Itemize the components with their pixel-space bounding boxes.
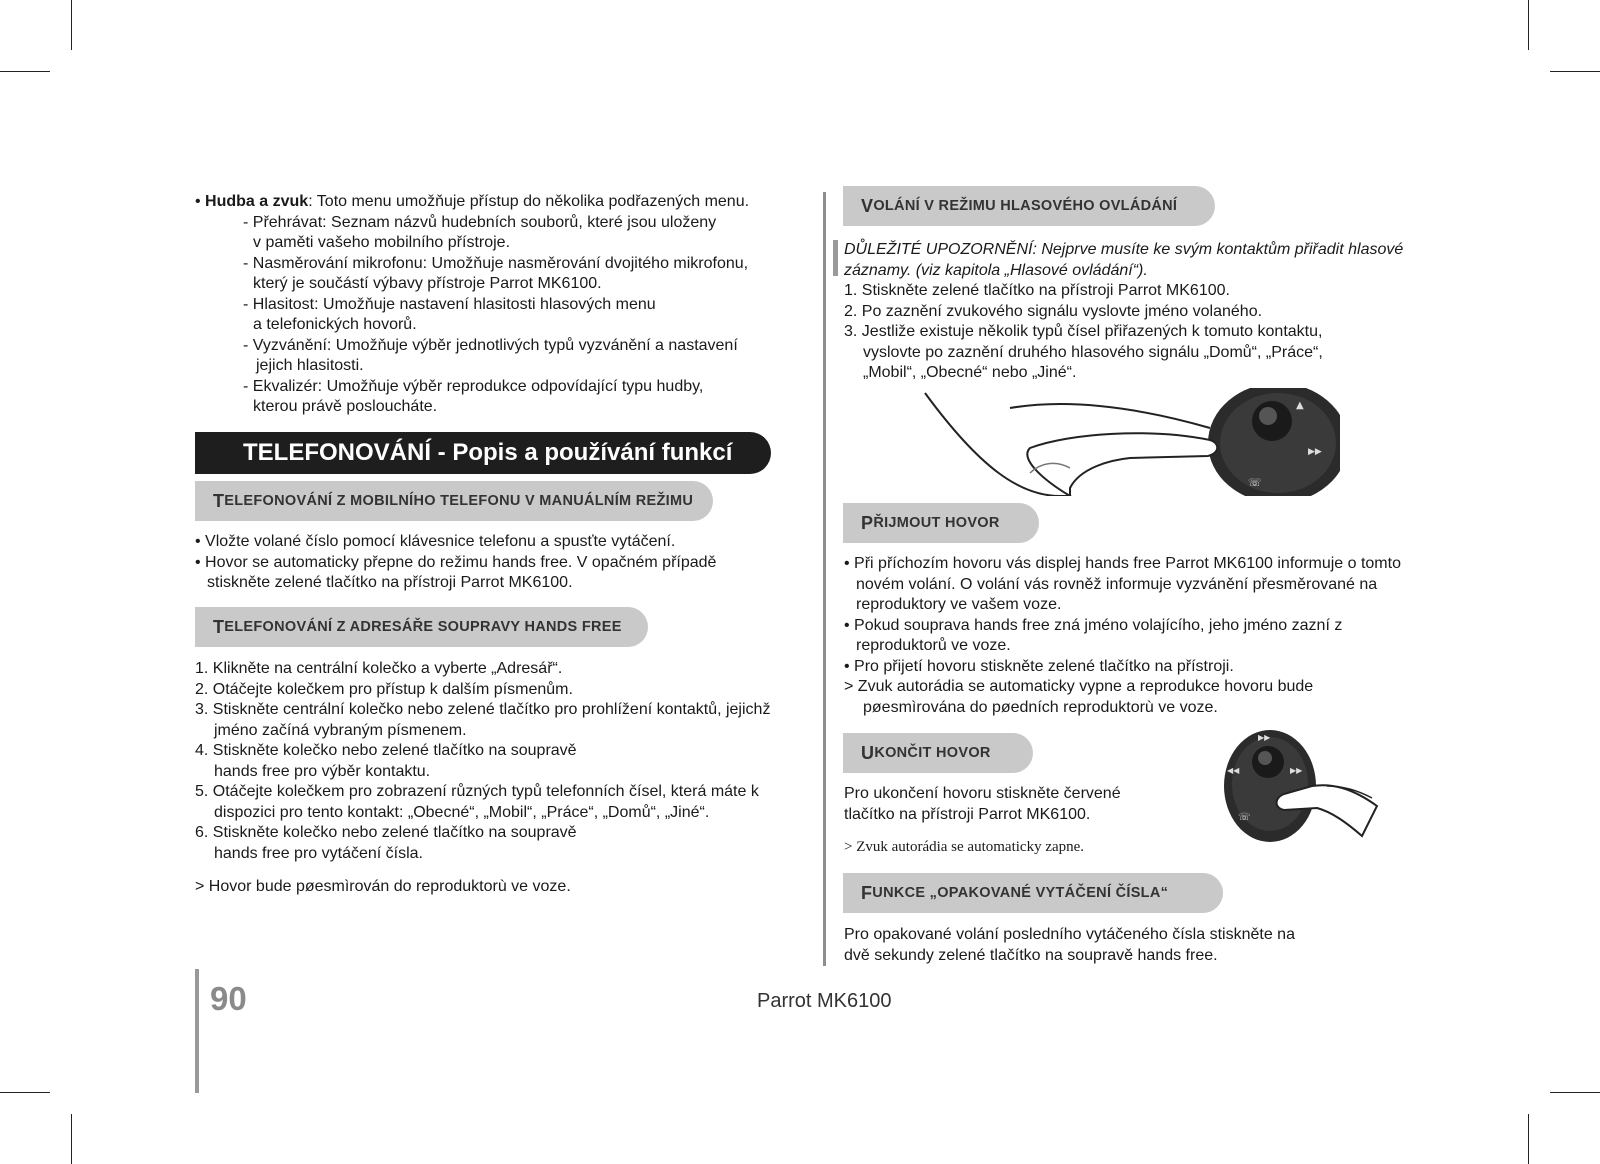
list-item: 2. Otáčejte kolečkem pro přístup k dalším písmenům. — [195, 680, 573, 698]
heading-initial: V — [861, 195, 874, 216]
section-heading-directory — [195, 607, 648, 647]
list-item: • Pro přijetí hovoru stiskněte zelené tlačítko na přístroji. — [844, 657, 1234, 675]
crop-mark — [71, 0, 72, 50]
heading-initial: T — [213, 490, 225, 511]
svg-text:◀◀: ◀◀ — [1227, 766, 1240, 775]
footer-bar — [195, 969, 199, 1093]
list-item: 6. Stiskněte kolečko nebo zelené tlačítko na soupravě hands free pro vytáčení čísla. — [195, 824, 577, 862]
heading-rest: OLÁNÍ V REŽIMU HLASOVÉHO OVLÁDÁNÍ — [873, 198, 1178, 214]
sub-item: v paměti vašeho mobilního přístroje. — [253, 234, 511, 251]
heading-rest: ŘIJMOUT HOVOR — [873, 515, 1000, 531]
music-intro-text: : Toto menu umožňuje přístup do několika podřazených menu. — [308, 193, 750, 210]
svg-text:▶▶: ▶▶ — [1290, 766, 1303, 775]
sub-item: - Nasměrování mikrofonu: Umožňuje nasměrování dvojitého mikrofonu, — [243, 254, 749, 272]
section-heading-end-call — [843, 733, 1033, 773]
heading-rest: UNKCE „OPAKOVANÉ VYTÁČENÍ ČÍSLA“ — [872, 885, 1169, 901]
sub-item: který je součástí výbavy přístroje Parrot MK6100. — [253, 275, 602, 292]
section-heading-redial — [843, 873, 1223, 913]
column-divider — [823, 192, 826, 966]
svg-text:▶▶: ▶▶ — [1308, 447, 1322, 457]
list-item: 3. Jestliže existuje několik typů čísel přiřazených k tomuto kontaktu, vyslovte po zaznění druhého hlasového signálu „Domů“, „Práce“, „Mobil“, „Obecné“ nebo „Jiné“. — [844, 323, 1323, 381]
end-call-block — [844, 784, 1174, 858]
heading-rest: KONČIT HOVOR — [874, 745, 991, 761]
sub-item: a telefonických hovorů. — [253, 316, 417, 333]
sub-item: kterou právě posloucháte. — [253, 398, 438, 415]
list-item: • Vložte volané číslo pomocí klávesnice telefonu a spusťte vytáčení. — [195, 533, 676, 550]
list-item: • Při příchozím hovoru vás displej hands free Parrot MK6100 informuje o tomto novém volání. O volání vás rovněž informuje vyzvánění přesměrované na reproduktory ve vašem voze. — [844, 555, 1401, 613]
voice-block — [844, 240, 1414, 384]
section-heading-manual — [195, 481, 713, 521]
sub-item: - Ekvalizér: Umožňuje výběr reprodukce odpovídající typu hudby, — [243, 377, 704, 395]
crop-mark — [1550, 71, 1600, 72]
heading-initial: F — [861, 882, 873, 903]
page-number: 90 — [210, 980, 247, 1017]
section-heading-voice — [843, 186, 1215, 226]
crop-mark — [1528, 1114, 1529, 1164]
heading-initial: U — [861, 742, 875, 763]
heading-rest: ELEFONOVÁNÍ Z ADRESÁŘE SOUPRAVY HANDS FREE — [224, 619, 622, 635]
heading-initial: T — [213, 616, 225, 637]
directory-list — [195, 659, 800, 898]
main-heading — [195, 432, 771, 474]
section-heading-answer — [843, 503, 1039, 543]
music-intro: • Hudba a zvuk: Toto menu umožňuje přístup do několika podřazených menu. — [195, 193, 750, 210]
music-sound-block — [195, 192, 795, 418]
heading-initial: P — [861, 512, 874, 533]
svg-text:☏: ☏ — [1248, 476, 1262, 489]
result-note: > Zvuk autorádia se automaticky zapne. — [844, 839, 1085, 855]
device-finger-illustration — [1222, 728, 1382, 846]
redial-text: Pro opakované volání posledního vytáčeného čísla stiskněte na dvě sekundy zelené tlačítko na soupravě hands free. — [844, 926, 1295, 964]
music-intro-bold: Hudba a zvuk — [205, 193, 309, 210]
sub-item: - Přehrávat: Seznam názvů hudebních souborů, které jsou uloženy — [243, 213, 717, 231]
redial-block — [844, 925, 1324, 966]
svg-text:☏: ☏ — [1238, 812, 1251, 823]
list-item: 3. Stiskněte centrální kolečko nebo zelené tlačítko pro prohlížení kontaktů, jejichž jméno začíná vybraným písmenem. — [195, 701, 771, 739]
footer-title: Parrot MK6100 — [757, 990, 892, 1012]
list-item: 1. Stiskněte zelené tlačítko na přístroji Parrot MK6100. — [844, 282, 1230, 299]
list-item: 5. Otáčejte kolečkem pro zobrazení různých typů telefonních čísel, která máte k dispozici pro tento kontakt: „Obecné“, „Mobil“, „Práce“, „Domů“, „Jiné“. — [195, 783, 759, 821]
list-item: • Pokud souprava hands free zná jméno volajícího, jeho jméno zazní z reproduktorů ve voze. — [844, 616, 1343, 654]
crop-mark — [1550, 1092, 1600, 1093]
crop-mark — [1528, 0, 1529, 50]
crop-mark — [0, 71, 50, 72]
important-note: DŮLEŽITÉ UPOZORNĚNÍ: Nejprve musíte ke svým kontaktům přiřadit hlasové záznamy. (viz kapitola „Hlasové ovládání“). — [844, 241, 1404, 279]
sub-item: - Hlasitost: Umožňuje nastavení hlasitosti hlasových menu — [243, 295, 656, 313]
list-item: > Zvuk autorádia se automaticky vypne a reprodukce hovoru bude pøesmìrována do pøedních reproduktorù ve voze. — [844, 678, 1314, 716]
svg-text:▶▶: ▶▶ — [1258, 733, 1271, 742]
crop-mark — [0, 1092, 50, 1093]
end-call-text: Pro ukončení hovoru stiskněte červené — [844, 785, 1121, 802]
result-note: > Hovor bude pøesmìrován do reproduktorù ve voze. — [195, 878, 571, 895]
manual-list — [195, 532, 775, 594]
sub-item: jejich hlasitosti. — [256, 357, 364, 374]
svg-text:▲: ▲ — [1296, 400, 1304, 411]
list-item: • Hovor se automaticky přepne do režimu hands free. V opačném případě stiskněte zelené tlačítko na přístroji Parrot MK6100. — [195, 553, 717, 591]
main-heading-text: TELEFONOVÁNÍ - Popis a používání funkcí — [243, 439, 733, 466]
finger-press-illustration — [920, 388, 1340, 496]
list-item: 4. Stiskněte kolečko nebo zelené tlačítko na soupravě hands free pro výběr kontaktu. — [195, 742, 577, 780]
list-item: 1. Klikněte na centrální kolečko a vyberte „Adresář“. — [195, 660, 563, 677]
end-call-text: tlačítko na přístroji Parrot MK6100. — [844, 805, 1091, 823]
sub-item: - Vyzvánění: Umožňuje výběr jednotlivých typů vyzvánění a nastavení — [243, 336, 738, 354]
heading-rest: ELEFONOVÁNÍ Z MOBILNÍHO TELEFONU V MANUÁLNÍM REŽIMU — [224, 493, 694, 509]
crop-mark — [71, 1114, 72, 1164]
note-marker — [833, 240, 838, 276]
answer-list — [844, 554, 1404, 718]
list-item: 2. Po zaznění zvukového signálu vyslovte jméno volaného. — [844, 302, 1263, 320]
